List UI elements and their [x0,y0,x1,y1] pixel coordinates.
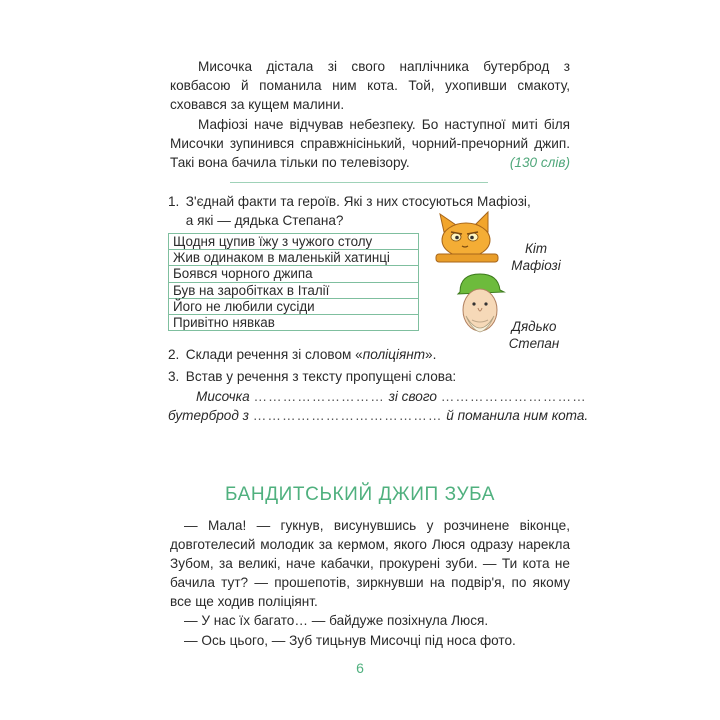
task-3-number: 3. [168,369,180,384]
task-1-line-1: З'єднай факти та героїв. Які з них стосуються Мафіозі, [185,194,531,209]
character-cat-line-2: Мафіозі [511,258,561,273]
character-cat-line-1: Кіт [524,241,548,256]
fill-1-blank-1: ……………………… [253,389,385,404]
story-paragraph-2: — У нас їх багато… — байдуже позіхнула Люся. [184,613,489,628]
task-1-number: 1. [168,194,180,209]
fact-cell: Привітно нявкав [169,314,419,330]
fill-2-end: й поманила ним кота. [446,408,589,423]
fill-2-start: бутерброд з [168,408,249,423]
fill-2-blank: ………………………………… [252,408,443,423]
fill-line-1 [196,387,587,406]
fill-1-start: Мисочка [196,389,250,404]
section-divider [230,182,488,183]
fact-cell: Боявся чорного джипа [169,266,419,282]
fact-cell: Жив одинаком в маленькій хатинці [169,250,419,266]
task-3 [168,367,456,386]
table-row [169,266,419,282]
word-count: (130 слів) [509,155,570,170]
task-2-word: поліціянт [362,347,426,362]
page-number: 6 [356,660,364,676]
reading-paragraph-2-text: Мафіозі наче відчував небезпеку. Бо наступної миті біля Мисочки зупинився справжнісінький, чорний-пречорний джип. Такі вона бачила тільки по телевізору. [170,117,570,170]
fact-cell: Щодня цупив їжу з чужого столу [169,234,419,250]
task-2 [168,345,436,364]
character-label-cat [496,240,576,274]
table-row [169,282,419,298]
character-stepan-line-1: Дядько [511,319,557,334]
story-paragraph-3: — Ось цього, — Зуб тицьнув Мисочці під носа фото. [184,633,516,648]
task-2-text-after: ». [425,347,437,362]
task-2-text-before: Склади речення зі словом « [185,347,363,362]
task-1-line-2: а які — дядька Степана? [185,213,344,228]
fill-1-blank-2: ………………………… [440,389,587,404]
reading-paragraph-2 [170,115,570,172]
chapter-title: БАНДИТСЬКИЙ ДЖИП ЗУБА [224,484,496,505]
task-2-number: 2. [168,347,180,362]
task-3-text: Встав у речення з тексту пропущені слова: [185,369,457,384]
fact-cell: Був на заробітках в Італії [169,282,419,298]
table-row [169,298,419,314]
reading-paragraph-1: Мисочка дістала зі свого наплічника бутерброд з ковбасою й поманила ним кота. Той, ухопивши смакоту, сховався за кущем малини. [170,59,570,112]
character-label-stepan [494,318,574,352]
fill-1-mid: зі свого [388,389,437,404]
facts-table [168,233,419,331]
cat-mafiozi-illustration [432,210,504,266]
table-row [169,234,419,250]
fact-cell: Його не любили сусіди [169,298,419,314]
fill-line-2 [168,406,588,425]
character-stepan-line-2: Степан [508,336,560,351]
table-row [169,314,419,330]
story-paragraph-1: — Мала! — гукнув, висунувшись у розчинене віконце, довготелесий молодик за кермом, якого Люся одразу нарекла Зубом, за великі, наче кабачки, прокурені зуби. — Ти кота не бачила тут? — прошепотів, зиркнувши на подвір'я, по якому все ще ходив поліціянт. [170,518,570,609]
table-row [169,250,419,266]
